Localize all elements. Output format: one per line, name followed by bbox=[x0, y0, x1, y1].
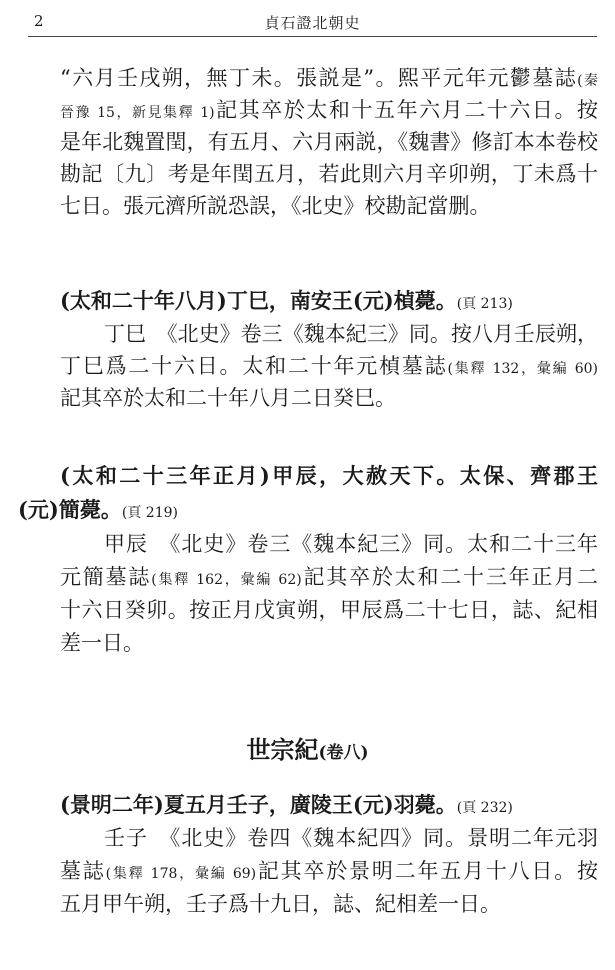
section-title: 世宗紀(卷八) bbox=[246, 735, 369, 764]
entry1-line-3: 記其卒於太和二十年八月二日癸巳。 bbox=[60, 386, 396, 410]
entry2-line-3: 十六日癸卯。按正月戊寅朔，甲辰爲二十七日，誌、紀相 bbox=[60, 598, 598, 622]
page-number: 2 bbox=[34, 12, 44, 30]
entry2-line-2: 元簡墓誌(集釋 162，彙編 62)記其卒於太和二十三年正月二 bbox=[60, 565, 598, 589]
entry1-line-2: 丁巳爲二十六日。太和二十年元楨墓誌(集釋 132，彙編 60) bbox=[60, 354, 598, 378]
running-title: 貞石證北朝史 bbox=[264, 14, 361, 32]
para1-line-4: 勘記〔九〕考是年閏五月，若此則六月辛卯朔，丁未爲十 bbox=[60, 162, 598, 186]
entry3-line-3: 五月甲午朔，壬子爲十九日，誌、紀相差一日。 bbox=[60, 892, 501, 916]
para1-line-1: “六月壬戌朔，無丁未。張説是”。熙平元年元鬱墓誌(秦 bbox=[60, 66, 598, 90]
entry2-heading-1: (太和二十三年正月)甲辰，大赦天下。太保、齊郡王 bbox=[60, 463, 598, 488]
entry1-line-1: 丁巳 《北史》卷三《魏本紀三》同。按八月壬辰朔， bbox=[104, 322, 598, 346]
para1-line-3: 是年北魏置閏，有五月、六月兩説，《魏書》修訂本本卷校 bbox=[60, 130, 598, 154]
entry3-heading: (景明二年)夏五月壬子，廣陵王(元)羽薨。(頁 232) bbox=[60, 792, 513, 817]
entry2-line-1: 甲辰 《北史》卷三《魏本紀三》同。太和二十三年 bbox=[104, 532, 598, 556]
para1-line-2: 晉豫 15，新見集釋 1)記其卒於太和十五年六月二十六日。按 bbox=[60, 98, 598, 122]
entry2-heading-2: (元)簡薨。(頁 219) bbox=[18, 497, 178, 522]
entry3-line-1: 壬子 《北史》卷四《魏本紀四》同。景明二年元羽 bbox=[104, 826, 598, 850]
entry3-line-2: 墓誌(集釋 178，彙編 69)記其卒於景明二年五月十八日。按 bbox=[60, 859, 598, 883]
para1-line-5: 七日。張元濟所説恐誤，《北史》校勘記當删。 bbox=[60, 194, 491, 218]
entry2-line-4: 差一日。 bbox=[60, 631, 144, 655]
entry1-heading: (太和二十年八月)丁巳，南安王(元)楨薨。(頁 213) bbox=[60, 288, 513, 313]
